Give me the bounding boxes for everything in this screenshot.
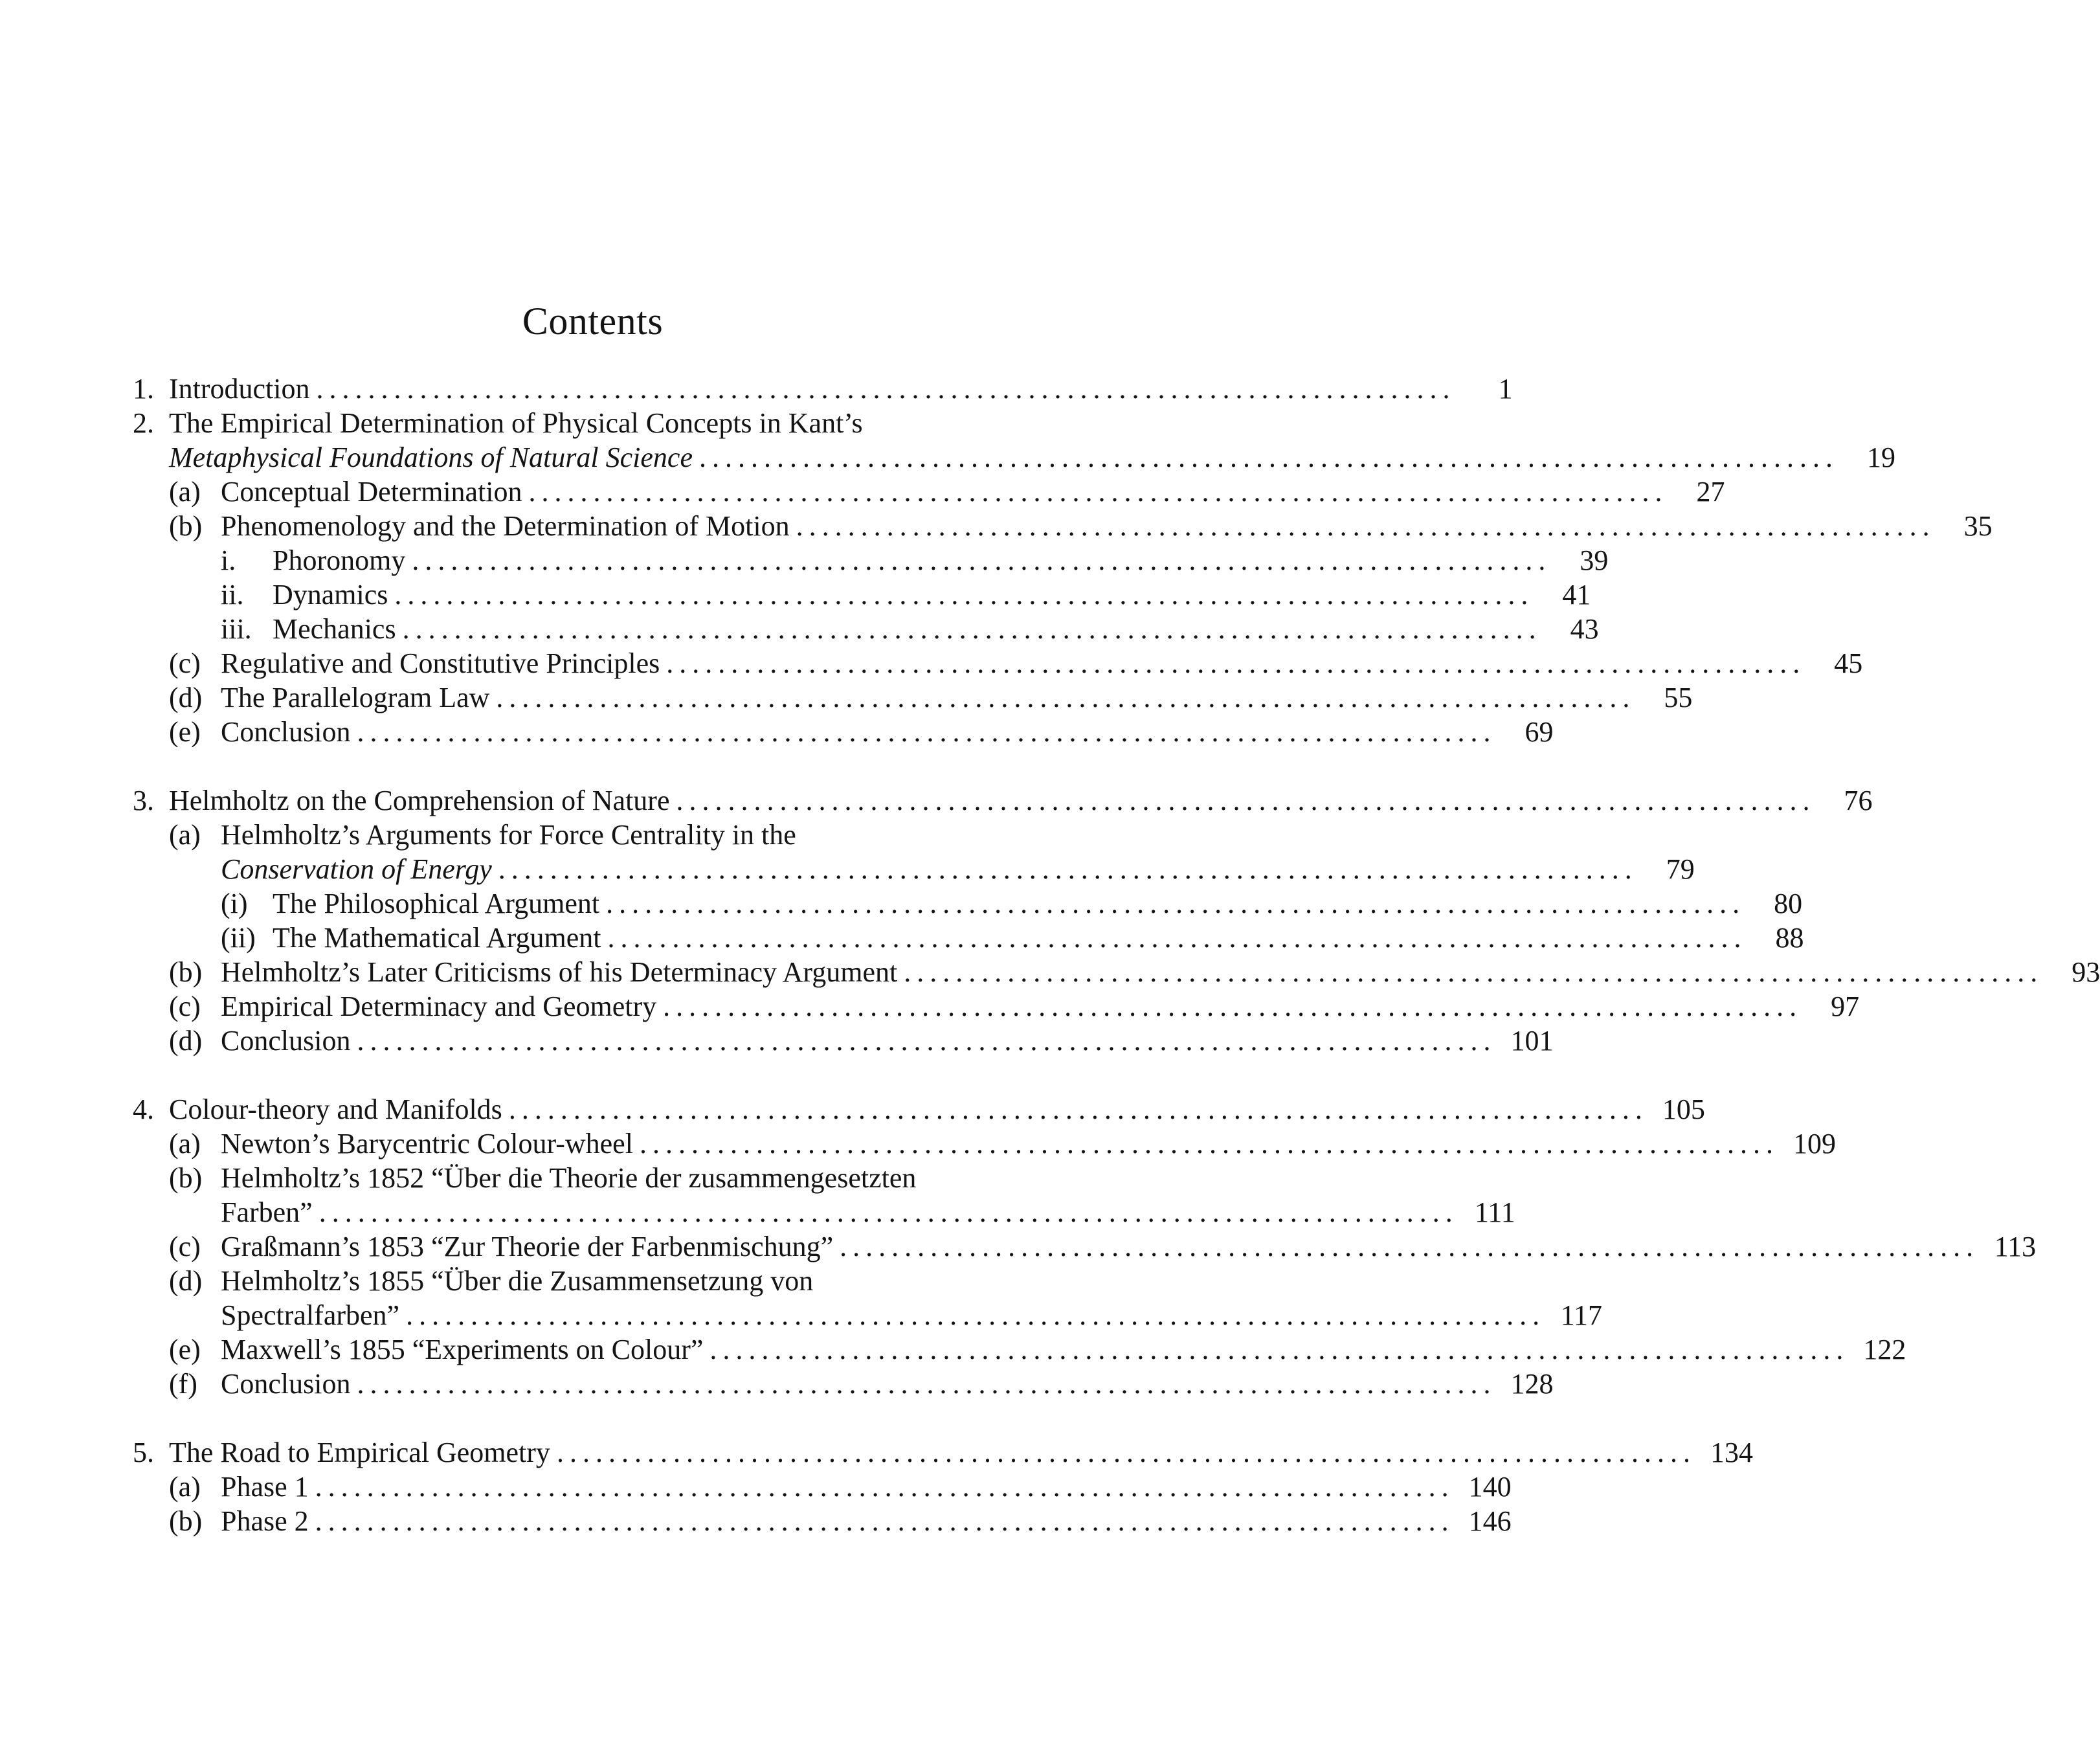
toc-entry-4b[interactable] bbox=[133, 1161, 994, 1195]
entry-page-number: 35 bbox=[1963, 510, 1993, 542]
toc-entry-2e[interactable] bbox=[133, 715, 1554, 749]
entry-title: Introduction bbox=[169, 373, 310, 405]
entry-number: (e) bbox=[169, 1334, 201, 1365]
entry-page-number: 146 bbox=[1468, 1505, 1512, 1537]
toc-entry-4f[interactable] bbox=[133, 1367, 1554, 1401]
leader-dots: ........................................................................................ bbox=[840, 1231, 1980, 1262]
entry-number: i. bbox=[221, 544, 236, 576]
entry-page-number: 41 bbox=[1562, 579, 1591, 611]
entry-number: 4. bbox=[133, 1093, 154, 1125]
entry-number: (a) bbox=[169, 476, 201, 508]
entry-title: The Road to Empirical Geometry bbox=[169, 1437, 550, 1468]
entry-number: (f) bbox=[169, 1368, 197, 1400]
leader-dots: ........................................................................................ bbox=[663, 991, 1803, 1022]
entry-number: (d) bbox=[169, 1025, 203, 1057]
entry-number: (b) bbox=[169, 510, 203, 542]
toc-entry-4d-continued[interactable] bbox=[133, 1298, 1603, 1332]
entry-page-number: 93 bbox=[2072, 956, 2100, 988]
entry-number: 3. bbox=[133, 785, 154, 816]
entry-title: Conclusion bbox=[221, 1368, 351, 1400]
entry-page-number: 88 bbox=[1775, 922, 1804, 954]
toc-entry-2b-ii[interactable] bbox=[133, 577, 1591, 612]
leader-dots: ........................................................................................ bbox=[607, 922, 1747, 954]
entry-number: ii. bbox=[221, 579, 244, 611]
entry-title: Helmholtz’s Arguments for Force Centrality in the bbox=[221, 819, 796, 851]
toc-entry-3d[interactable] bbox=[133, 1024, 1554, 1058]
leader-dots: ........................................................................................ bbox=[498, 853, 1638, 885]
toc-entry-4d[interactable] bbox=[133, 1264, 994, 1298]
entry-title: Helmholtz’s 1855 “Über die Zusammensetzung von bbox=[221, 1265, 814, 1297]
entry-title: Phenomenology and the Determination of Motion bbox=[221, 510, 790, 542]
entry-number: 5. bbox=[133, 1437, 154, 1468]
entry-title: Newton’s Barycentric Colour-wheel bbox=[221, 1128, 633, 1160]
entry-number: (a) bbox=[169, 819, 201, 851]
leader-dots: ........................................................................................ bbox=[316, 373, 1456, 405]
entry-page-number: 1 bbox=[1498, 373, 1513, 405]
entry-page-number: 111 bbox=[1474, 1196, 1515, 1228]
entry-page-number: 79 bbox=[1666, 853, 1695, 885]
entry-number: (a) bbox=[169, 1471, 201, 1503]
toc-entry-introduction[interactable] bbox=[133, 372, 1513, 406]
entry-page-number: 45 bbox=[1834, 647, 1863, 679]
entry-page-number: 55 bbox=[1664, 682, 1693, 713]
entry-title: Helmholtz on the Comprehension of Nature bbox=[169, 785, 670, 816]
entry-page-number: 76 bbox=[1844, 785, 1873, 816]
entry-title: Maxwell’s 1855 “Experiments on Colour” bbox=[221, 1334, 704, 1365]
toc-entry-3a-i[interactable] bbox=[133, 886, 1803, 921]
entry-page-number: 43 bbox=[1570, 613, 1599, 645]
toc-entry-3a[interactable] bbox=[133, 818, 994, 852]
entry-title: Graßmann’s 1853 “Zur Theorie der Farbenmischung” bbox=[221, 1231, 834, 1262]
leader-dots: ........................................................................................ bbox=[709, 1334, 1849, 1365]
entry-number: (b) bbox=[169, 1505, 203, 1537]
entry-number: (d) bbox=[169, 682, 203, 713]
entry-number: iii. bbox=[221, 613, 252, 645]
entry-title: Phase 1 bbox=[221, 1471, 309, 1503]
entry-title: Farben” bbox=[221, 1196, 313, 1228]
leader-dots: ........................................................................................ bbox=[357, 1025, 1497, 1057]
entry-number: (c) bbox=[169, 1231, 201, 1262]
toc-entry-2b-i[interactable] bbox=[133, 543, 1609, 577]
entry-title: Conservation of Energy bbox=[221, 853, 492, 885]
entry-page-number: 97 bbox=[1831, 991, 1860, 1022]
entry-title: Conclusion bbox=[221, 1025, 351, 1057]
entry-number: 2. bbox=[133, 407, 154, 439]
toc-entry-4a[interactable] bbox=[133, 1126, 1836, 1161]
entry-number: (d) bbox=[169, 1265, 203, 1297]
toc-entry-chapter-2-continued[interactable] bbox=[133, 440, 1895, 475]
page-title: Contents bbox=[522, 300, 664, 342]
entry-page-number: 117 bbox=[1560, 1299, 1603, 1331]
entry-title: Mechanics bbox=[273, 613, 396, 645]
toc-entry-2c[interactable] bbox=[133, 646, 1863, 680]
entry-title: Spectralfarben” bbox=[221, 1299, 400, 1331]
entry-number: (b) bbox=[169, 956, 203, 988]
leader-dots: ........................................................................................ bbox=[412, 544, 1552, 576]
toc-entry-chapter-2[interactable] bbox=[133, 406, 994, 440]
toc-entry-chapter-5[interactable] bbox=[133, 1435, 1753, 1470]
toc-entry-4c[interactable] bbox=[133, 1229, 2037, 1264]
toc-entry-4b-continued[interactable] bbox=[133, 1195, 1515, 1229]
leader-dots: ........................................................................................ bbox=[357, 1368, 1497, 1400]
entry-number: 1. bbox=[133, 373, 154, 405]
toc-entry-3a-continued[interactable] bbox=[133, 852, 1695, 886]
entry-number: (a) bbox=[169, 1128, 201, 1160]
entry-title: Helmholtz’s Later Criticisms of his Determinacy Argument bbox=[221, 956, 898, 988]
entry-page-number: 39 bbox=[1580, 544, 1609, 576]
leader-dots: ........................................................................................ bbox=[676, 785, 1816, 816]
entry-title: Phase 2 bbox=[221, 1505, 309, 1537]
leader-dots: ........................................................................................ bbox=[402, 613, 1542, 645]
entry-title: Conclusion bbox=[221, 716, 351, 748]
table-of-contents bbox=[133, 372, 2100, 1538]
leader-dots: ........................................................................................ bbox=[606, 888, 1746, 919]
leader-dots: ........................................................................................ bbox=[394, 579, 1534, 611]
entry-title: The Philosophical Argument bbox=[273, 888, 600, 919]
toc-entry-2b-iii[interactable] bbox=[133, 612, 1599, 646]
toc-entry-5a[interactable] bbox=[133, 1470, 1512, 1504]
entry-title: Empirical Determinacy and Geometry bbox=[221, 991, 657, 1022]
toc-entry-chapter-3[interactable] bbox=[133, 783, 1873, 818]
entry-title: The Mathematical Argument bbox=[273, 922, 601, 954]
entry-number: (e) bbox=[169, 716, 201, 748]
entry-page-number: 113 bbox=[1994, 1231, 2037, 1262]
leader-dots: ........................................................................................ bbox=[357, 716, 1497, 748]
toc-entry-3c[interactable] bbox=[133, 989, 1860, 1024]
entry-page-number: 27 bbox=[1696, 476, 1725, 508]
leader-dots: ........................................................................................ bbox=[315, 1505, 1455, 1537]
entry-title: The Parallelogram Law bbox=[221, 682, 490, 713]
toc-entry-5b[interactable] bbox=[133, 1504, 1512, 1538]
entry-title: Metaphysical Foundations of Natural Science bbox=[169, 442, 693, 473]
leader-dots: ........................................................................................ bbox=[318, 1196, 1458, 1228]
toc-entry-2b[interactable] bbox=[133, 509, 1993, 543]
leader-dots: ........................................................................................ bbox=[698, 442, 1838, 473]
entry-page-number: 122 bbox=[1863, 1334, 1906, 1365]
entry-number: (c) bbox=[169, 991, 201, 1022]
entry-page-number: 105 bbox=[1662, 1093, 1705, 1125]
leader-dots: ........................................................................................ bbox=[666, 647, 1806, 679]
entry-page-number: 134 bbox=[1710, 1437, 1753, 1468]
entry-number: (c) bbox=[169, 647, 201, 679]
toc-entry-3b[interactable] bbox=[133, 955, 2100, 989]
entry-number: (i) bbox=[221, 888, 248, 919]
entry-page-number: 109 bbox=[1793, 1128, 1836, 1160]
entry-title: The Empirical Determination of Physical Concepts in Kant’s bbox=[169, 407, 863, 439]
entry-page-number: 69 bbox=[1525, 716, 1554, 748]
leader-dots: ........................................................................................ bbox=[508, 1093, 1648, 1125]
toc-entry-4e[interactable] bbox=[133, 1332, 1906, 1367]
entry-page-number: 19 bbox=[1866, 442, 1895, 473]
entry-title: Regulative and Constitutive Principles bbox=[221, 647, 660, 679]
entry-title: Conceptual Determination bbox=[221, 476, 522, 508]
leader-dots: ........................................................................................ bbox=[315, 1471, 1455, 1503]
leader-dots: ........................................................................................ bbox=[556, 1437, 1696, 1468]
entry-number: (ii) bbox=[221, 922, 256, 954]
leader-dots: ........................................................................................ bbox=[406, 1299, 1546, 1331]
leader-dots: ........................................................................................ bbox=[796, 510, 1936, 542]
entry-number: (b) bbox=[169, 1162, 203, 1194]
leader-dots: ........................................................................................ bbox=[904, 956, 2044, 988]
leader-dots: ........................................................................................ bbox=[496, 682, 1636, 713]
leader-dots: ........................................................................................ bbox=[639, 1128, 1779, 1160]
toc-entry-3a-ii[interactable] bbox=[133, 921, 1804, 955]
entry-title: Colour-theory and Manifolds bbox=[169, 1093, 502, 1125]
entry-page-number: 80 bbox=[1774, 888, 1803, 919]
toc-entry-2a[interactable] bbox=[133, 475, 1725, 509]
entry-title: Dynamics bbox=[273, 579, 388, 611]
toc-entry-chapter-4[interactable] bbox=[133, 1092, 1705, 1126]
entry-page-number: 140 bbox=[1468, 1471, 1512, 1503]
entry-page-number: 128 bbox=[1510, 1368, 1554, 1400]
toc-entry-2d[interactable] bbox=[133, 680, 1693, 715]
entry-title: Phoronomy bbox=[273, 544, 406, 576]
leader-dots: ........................................................................................ bbox=[528, 476, 1668, 508]
entry-title: Helmholtz’s 1852 “Über die Theorie der zusammengesetzten bbox=[221, 1162, 917, 1194]
entry-page-number: 101 bbox=[1510, 1025, 1554, 1057]
